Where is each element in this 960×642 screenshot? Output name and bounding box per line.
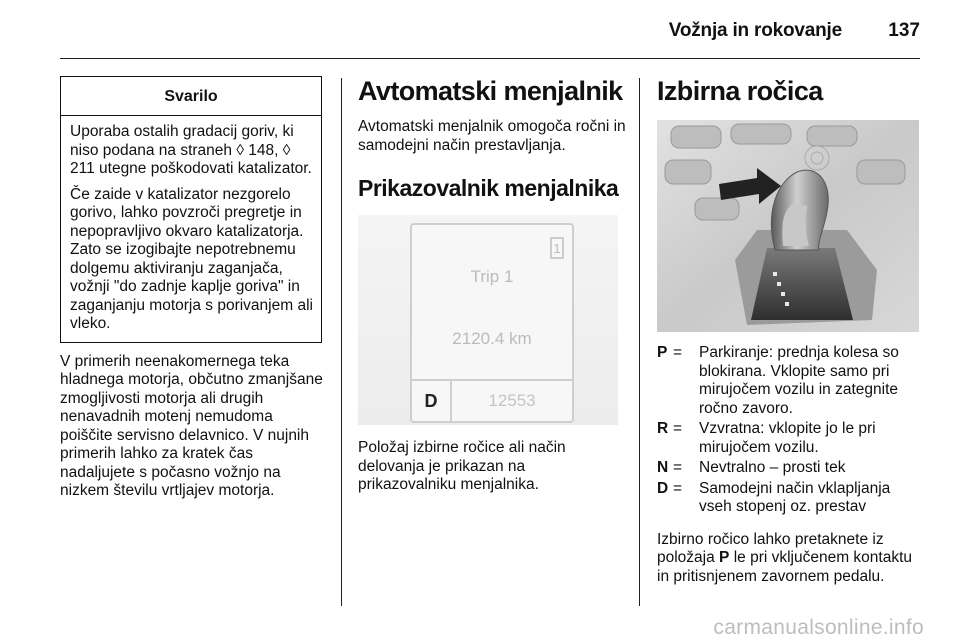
legend-key: D: [657, 479, 669, 497]
legend-key: N: [657, 459, 669, 476]
legend-item: [657, 459, 922, 478]
gear-legend: [657, 344, 922, 517]
legend-item: [657, 480, 922, 517]
legend-item: [657, 420, 922, 457]
column-1: [60, 76, 324, 501]
header-title: Vožnja in rokovanje: [668, 20, 842, 41]
header-rule: [60, 58, 920, 59]
display-bottom-bar: [412, 379, 572, 421]
warning-paragraph-1: Uporaba ostalih gradacij goriv, ki niso podana na straneh ◊ 148, ◊ 211 utegne poškodovati katalizator.: [70, 123, 312, 177]
legend-key: R: [657, 420, 669, 437]
legend-equals: =: [673, 420, 683, 437]
gear-slot-icon: [550, 237, 564, 259]
display-odometer: 12553: [488, 391, 536, 410]
lever-note-end: le pri vključenem kontaktu in pritisnjenem zavornem pedalu.: [657, 549, 913, 585]
legend-equals: =: [673, 344, 683, 361]
display-caption: Položaj izbirne ročice ali način delovanja je prikazan na prikazovalniku menjalnika.: [358, 439, 566, 493]
display-trip-label: Trip 1: [470, 267, 514, 286]
legend-key: P: [657, 344, 668, 361]
column-divider-2: [639, 78, 640, 606]
cold-engine-paragraph: V primerih neenakomernega teka hladnega motorja, občutno zmanjšane zmogljivosti motorja ali drugih nenavadnih motenj nemudoma poiščite servisno delavnico. V nujnih primerih lahko za kratek čas nadaljujete s počasno vožnjo na nizkem številu vrtljajev motorja.: [60, 352, 323, 499]
legend-text: Vzvratna: vklopite jo le pri mirujočem vozilu.: [699, 420, 876, 456]
display-trip-distance: 2120.4 km: [452, 329, 532, 348]
legend-item: [657, 344, 922, 418]
legend-text: Samodejni način vklapljanja vseh stopenj oz. prestav: [699, 479, 891, 515]
selector-lever-image: [657, 120, 919, 332]
display-screen: [410, 223, 574, 423]
section-intro: Avtomatski menjalnik omogoča ročni in samodejni način prestavljanja.: [358, 118, 626, 154]
lever-section-title: Izbirna ročica: [657, 76, 823, 106]
warning-paragraph-2: Če zaide v katalizator nezgorelo gorivo, lahko povzroči pregretje in nepopravljivo okvaro katalizatorja. Zato se izogibajte nepotrebnemu dolgemu aktiviranju zaganjača, vožnji "do zadnje kaplje goriva" in zaganjanju motorja s porivanjem ali vleko.: [70, 185, 313, 332]
display-gear-indicator: D: [412, 381, 452, 421]
warning-box: [60, 76, 322, 343]
selector-lever-photo: [657, 120, 919, 332]
display-section-title: Prikazovalnik menjalnika: [358, 175, 619, 201]
legend-equals: =: [673, 479, 683, 497]
lever-note-bold: P: [719, 549, 730, 566]
page-header: [0, 0, 960, 60]
column-divider-1: [341, 78, 342, 606]
gear-slot-number: 1: [553, 241, 561, 256]
column-2: [358, 76, 626, 495]
legend-equals: =: [673, 459, 683, 476]
legend-text: Nevtralno – prosti tek: [699, 459, 846, 476]
warning-body: [61, 116, 321, 342]
lever-note: [657, 531, 922, 587]
lever-note-start: Izbirno ročico lahko pretaknete iz položaja: [657, 530, 884, 566]
page-number: 137: [888, 20, 920, 41]
watermark: carmanualsonline.info: [713, 616, 924, 639]
column-3: [657, 76, 922, 586]
legend-text: Parkiranje: prednja kolesa so blokirana. Vklopite samo pri mirujočem vozilu in zategnite ročno zavoro.: [699, 344, 899, 417]
section-title: Avtomatski menjalnik: [358, 76, 623, 106]
transmission-display-illustration: [358, 215, 618, 425]
warning-title: Svarilo: [61, 77, 321, 116]
